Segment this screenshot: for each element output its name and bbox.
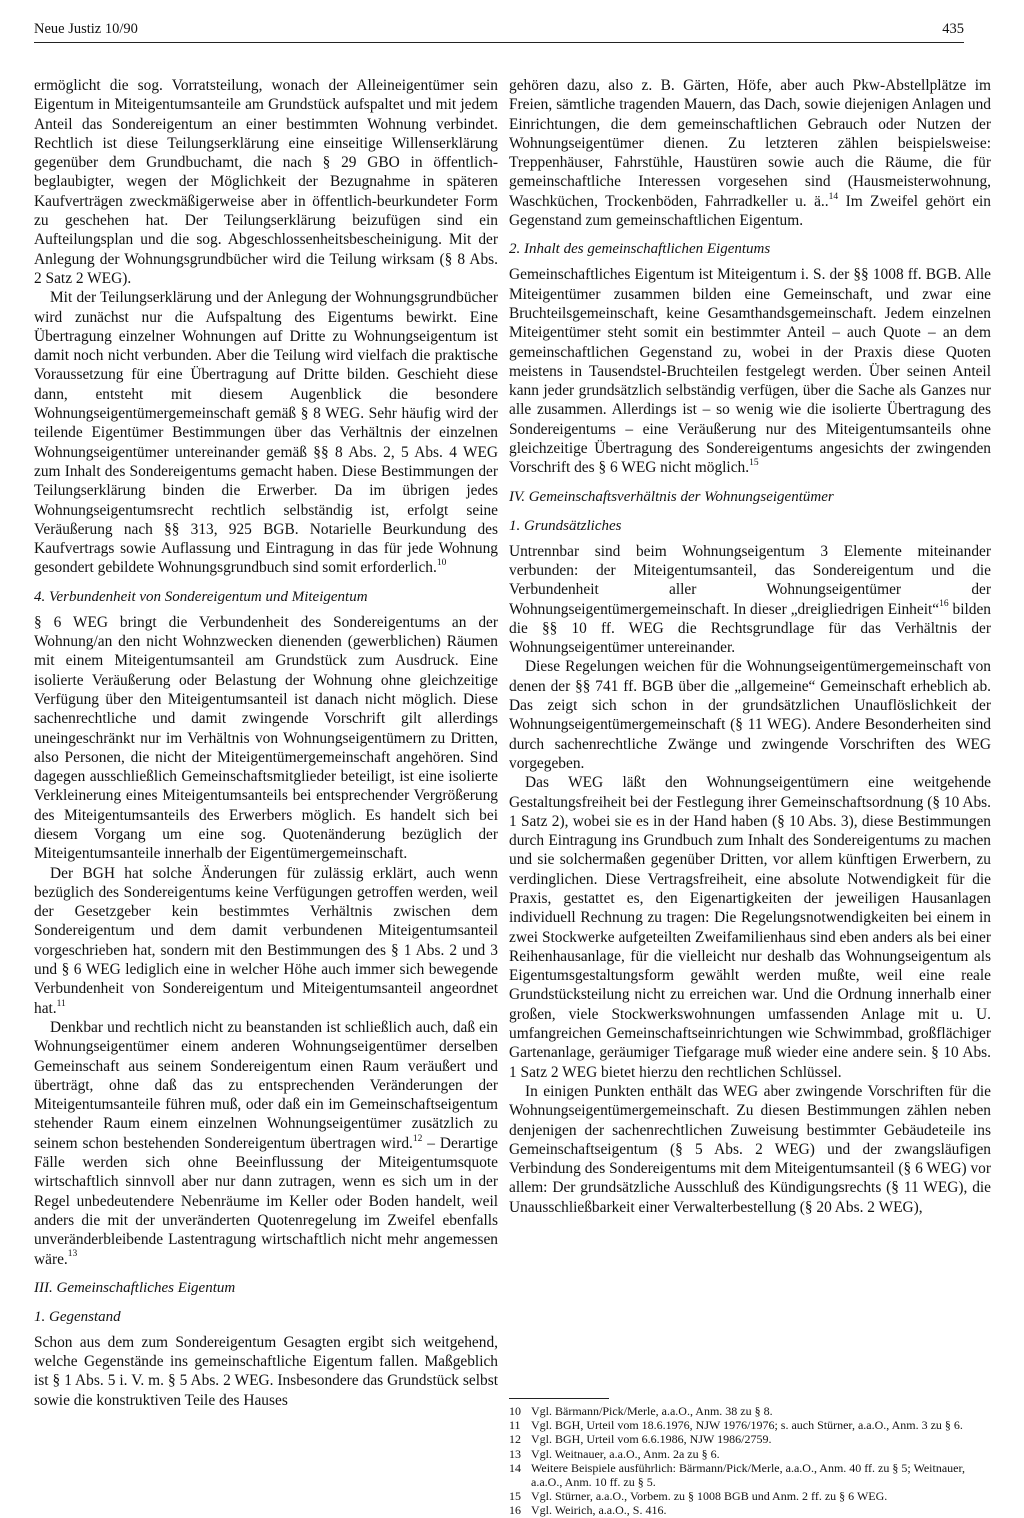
footnote: [509, 1404, 991, 1418]
section-heading: [509, 488, 991, 507]
footnote-ref: 14: [828, 191, 839, 202]
paragraph-text: Untrennbar sind beim Wohnungseigentum 3 Elemente miteinander verbunden: der Miteigentumsanteil, das Sondereigentum und die Verbundenheit aller Wohnungseigentümer der Wohnungseigentümergemeinschaft. In dieser „dreigliedrigen Einheit“: [509, 542, 991, 618]
section-heading-text: 1. Gegenstand: [34, 1308, 121, 1325]
footnote-text: Vgl. Weitnauer, a.a.O., Anm. 2a zu § 6.: [531, 1446, 720, 1461]
footnotes: [509, 1404, 991, 1518]
page-number: 435: [942, 21, 964, 37]
paragraph-text: Im Zweifel gehört ein Gegenstand zum gemeinschaftlichen Eigentum.: [509, 192, 991, 230]
paragraph-text: Der BGH hat solche Änderungen für zulässig erklärt, auch wenn bezüglich des Sondereigentums keine Verfügungen getroffen werden, weil der Gesetzgeber kein bestimmtes Verhältnis zwischen dem Sondereigentum und dem damit verbundenen Miteigentumsanteil vorgeschrieben hat, sondern mit den Bestimmungen des § 1 Abs. 2 und 3 und § 6 WEG lediglich eine in welcher Höhe auch immer sich bewegende Verbundenheit von Sondereigentum und Miteigentumsanteil angeordnet hat.: [34, 864, 498, 1017]
footnote-number: 10: [509, 1404, 521, 1418]
footnote-number: 15: [509, 1489, 521, 1504]
footnote-ref: 13: [67, 1249, 78, 1260]
footnote-ref: 11: [56, 998, 66, 1009]
paragraph: [34, 864, 498, 1018]
paragraph: [34, 613, 498, 864]
paragraph-text: In einigen Punkten enthält das WEG aber zwingende Vorschriften für die Wohnungseigentümergemeinschaft. Zu diesen Bestimmungen zählen neben denjenigen der sachenrechtlichen Zuweisung bestimmter Gebäudeteile ins Gemeinschaftseigentum (§ 5 Abs. 2 WEG) und der zwangsläufigen Verbindung des Sondereigentums mit dem Miteigentumsanteil (§ 6 WEG) vor allem: Der grundsätzliche Ausschluß des Kündigungsrechts (§ 11 WEG), die Unausschließbarkeit einer Verwalterbestellung (§ 20 Abs. 2 WEG),: [509, 1082, 991, 1216]
section-heading: [34, 1279, 498, 1298]
paragraph-text: § 6 WEG bringt die Verbundenheit des Sondereigentums an der Wohnung/an den nicht Wohnzwecken dienenden (gewerblichen) Räumen mit einem Miteigentumsanteil am Grundstück zum Ausdruck. Eine isolierte Veräußerung oder Belastung der Wohnung ohne gleichzeitige Verfügung über den Miteigentumsanteil ist danach nicht möglich. Diese sachenrechtliche und damit zwingende Vorschrift gilt allerdings uneingeschränkt nur im Verhältnis von Wohnungseigentümern zu Dritten, also Personen, die nicht der Miteigentümergemeinschaft angehören. Sind dagegen ausschließlich Gemeinschaftsmitglieder beteiligt, ist eine isolierte Verkleinerung eines Miteigentumsanteils bei entsprechender Vergrößerung des Miteigentumsanteils des Erwerbers möglich. Es handelt sich bei diesem Vorgang um eine sog. Quotenänderung bezüglich der Miteigentumsanteile innerhalb der Eigentümergemeinschaft.: [34, 613, 498, 863]
footnote: [509, 1447, 991, 1461]
paragraph: [509, 657, 991, 773]
section-heading-text: IV. Gemeinschaftsverhältnis der Wohnungseigentümer: [509, 488, 834, 505]
footnote-text: Weitere Beispiele ausführlich: Bärmann/Pick/Merle, a.a.O., Anm. 40 ff. zu § 5; Weitnauer, a.a.O., Anm. 10 ff. zu § 5.: [531, 1460, 966, 1490]
paragraph: [509, 773, 991, 1082]
paragraph: [509, 265, 991, 477]
journal-title: Neue Justiz 10/90: [34, 21, 138, 37]
section-heading: [509, 240, 991, 259]
section-heading: [34, 1308, 498, 1327]
paragraph-text: Mit der Teilungserklärung und der Anlegung der Wohnungsgrundbücher wird zunächst nur die Aufspaltung des Eigentums bewirkt. Eine Übertragung einzelner Wohnungen auf Dritte zu Wohnungseigentum ist damit noch nicht verbunden. Aber die Teilung wird vielfach die praktische Voraussetzung für eine Übertragung auf Dritte bilden. Geschieht diese dann, entsteht mit diesem Augenblick die besondere Wohnungseigentümergemeinschaft gemäß § 8 WEG. Sehr häufig wird der teilende Eigentümer Bestimmungen über das Verhältnis der einzelnen Wohnungseigentümer untereinander gemäß §§ 8 Abs. 2, 5 Abs. 4 WEG zum Inhalt des Sondereigentums gemacht haben. Diese Bestimmungen der Teilungserklärung binden die Erwerber. Da im übrigen jedes Wohnungseigentumsrecht rechtlich selbständig ist, erfolgt seine Veräußerung nach §§ 313, 925 BGB. Notarielle Beurkundung des Kaufvertrags sowie Auflassung und Eintragung in das für jede Wohnung gesondert gebildete Wohnungsgrundbuch sind somit erforderlich.: [34, 289, 498, 577]
section-heading: [509, 517, 991, 536]
paragraph-text: – Derartige Fälle werden sich ohne Beeinflussung der Miteigentumsquote wirtschaftlich sinnvoll aber nur dann zutragen, wenn es sich um in der Regel unbedeutendere Nebenräume im Keller oder Boden handelt, weil anders die mit der unveränderten Quotenregelung im Zweifel ebenfalls unveränderbleibende Lastentragung wirtschaftlich nicht mehr angemessen wäre.: [34, 1134, 499, 1268]
footnote: [509, 1461, 991, 1489]
footnote-ref: 12: [412, 1133, 423, 1144]
paragraph-text: Denkbar und rechtlich nicht zu beanstanden ist schließlich auch, daß ein Wohnungseigentümer einem anderen Wohnungseigentümer derselben Gemeinschaft aus seinem Sondereigentum einen Raum veräußert und überträgt, ohne daß das zu entsprechenden Veränderungen der Miteigentumsanteile führen muß, oder daß ein im Gemeinschaftseigentum stehender Raum einem einzelnen Wohnungseigentümer zusätzlich zu seinem schon bestehenden Sondereigentum übertragen wird.: [34, 1018, 498, 1152]
running-header: [34, 20, 964, 40]
footnote: [509, 1503, 991, 1517]
section-heading: [34, 588, 498, 607]
footnote-ref: 15: [749, 458, 759, 469]
paragraph-text: gehören dazu, also z. B. Gärten, Höfe, aber auch Pkw-Abstellplätze im Freien, sämtliche tragenden Mauern, das Dach, sowie diejenigen Anlagen und Einrichtungen, die dem gemeinschaftlichen Gebrauch oder Nutzen der Wohnungseigentümer dienen. Zu letzteren zählen beispielsweise: Treppenhäuser, Fahrstühle, Haustüren sowie auch die Räume, die für gemeinschaftliche Interessen vorgesehen sind (Hausmeisterwohnung, Waschküchen, Trockenböden, Fahrradkeller u. ä..: [509, 77, 991, 210]
section-heading-text: 1. Grundsätzliches: [509, 517, 622, 534]
section-heading-text: 4. Verbundenheit von Sondereigentum und Miteigentum: [34, 588, 368, 605]
section-heading-text: III. Gemeinschaftliches Eigentum: [34, 1279, 236, 1296]
footnote: [509, 1418, 991, 1432]
header-rule: [34, 42, 964, 43]
footnote: [509, 1489, 991, 1503]
paragraph: [34, 76, 498, 288]
footnote-text: Vgl. BGH, Urteil vom 18.6.1976, NJW 1976/1976; s. auch Stürner, a.a.O., Anm. 3 zu § 6.: [531, 1418, 963, 1433]
footnote-text: Vgl. Weirich, a.a.O., S. 416.: [531, 1503, 667, 1518]
left-column: [34, 76, 498, 1410]
paragraph: [509, 76, 991, 230]
footnote-number: 13: [509, 1446, 521, 1461]
paragraph: [509, 542, 991, 658]
right-column: [509, 76, 991, 1217]
footnote-number: 16: [509, 1503, 521, 1518]
footnote-text: Vgl. Bärmann/Pick/Merle, a.a.O., Anm. 38 zu § 8.: [531, 1404, 773, 1418]
footnote-ref: 10: [436, 558, 447, 569]
footnote-rule: [509, 1398, 609, 1399]
paragraph-text: Gemeinschaftliches Eigentum ist Miteigentum i. S. der §§ 1008 ff. BGB. Alle Miteigentümer zusammen bilden eine Gemeinschaft, und zwar eine Bruchteilsgemeinschaft, keine Gesamthandsgemeinschaft. Jedem einzelnen Miteigentümer steht somit ein bestimmter Anteil – auch Quote – an dem gemeinschaftlichen Gegenstand zu, wobei in der Praxis diese Quoten meistens in Tausendstel-Bruchteilen festgelegt werden. Über seinen Anteil kann jeder grundsätzlich selbständig verfügen, über die Sache als Ganzes nur alle zusammen. Allerdings ist – so wenig wie die isolierte Übertragung des Sondereigentums – eine Veräußerung nur des Miteigentumsanteils ohne gleichzeitige Übertragung des Sondereigentums angesichts der zwingenden Vorschrift des § 6 WEG nicht möglich.: [509, 266, 991, 477]
paragraph-text: Das WEG läßt den Wohnungseigentümern eine weitgehende Gestaltungsfreiheit bei der Festlegung ihrer Gemeinschaftsordnung (§ 10 Abs. 1 Satz 2), wobei sie es in der Hand haben (§ 10 Abs. 3), diese Bestimmungen durch Eintragung ins Grundbuch zum Inhalt des Sondereigentums zu machen und sie solchermaßen gegenüber Dritten, vor allem künftigen Erwerbern, zu verdinglichen. Diese Vertragsfreiheit, eine absolute Notwendigkeit für die Praxis, gestattet es, den Eigenartigkeiten der jeweiligen Hausanlagen individuell Rechnung zu tragen: Die Regelungsnotwendigkeiten bei einem in zwei Stockwerke aufgeteilten Zweifamilienhaus sind eben anders als bei einer Reihenhausanlage, für die vielleicht nur deshalb das Wohnungseigentum als Eigentumsgestaltungsform gewählt werden mußte, weil eine reale Grundstücksteilung nicht zu erreichen war. Und die Ordnung innerhalb einer großen, viele Stockwerkswohnungen umfassenden Anlage mit u. U. umfangreichen Gemeinschaftseinrichtungen wie Schwimmbad, großflächiger Gartenanlage, geräumiger Tiefgarage muß wieder eine andere sein. § 10 Abs. 1 Satz 2 WEG bietet hierzu den rechtlichen Schlüssel.: [509, 774, 991, 1081]
paragraph-text: ermöglicht die sog. Vorratsteilung, wonach der Alleineigentümer sein Eigentum in Miteigentumsanteile am Grundstück aufspaltet und mit jedem Anteil das Sondereigentum an einer bestimmten Wohnung verbindet. Rechtlich ist diese Teilungserklärung eine einseitige Willenserklärung gegenüber dem Grundbuchamt, die nach § 29 GBO in öffentlich-beglaubigter, wegen der Möglichkeit der Bezugnahme in späteren Kaufverträgen zweckmäßigerweise aber in öffentlich-beurkundeter Form zu geschehen hat. Der Teilungserklärung beizufügen sind ein Aufteilungsplan und die sog. Abgeschlossenheitsbescheinigung. Mit der Anlegung der Wohnungsgrundbücher wird die Teilung wirksam (§ 8 Abs. 2 Satz 2 WEG).: [34, 77, 498, 287]
section-heading-text: 2. Inhalt des gemeinschaftlichen Eigentums: [509, 241, 771, 258]
paragraph: [34, 1333, 498, 1410]
footnote: [509, 1432, 991, 1446]
footnote-number: 12: [509, 1432, 521, 1447]
footnote-ref: 16: [939, 599, 949, 610]
footnote-text: Vgl. BGH, Urteil vom 6.6.1986, NJW 1986/2759.: [531, 1432, 772, 1447]
footnote-number: 14: [509, 1460, 521, 1475]
paragraph-text: bilden die §§ 10 ff. WEG die Rechtsgrundlage für das Verhältnis der Wohnungseigentümer untereinander.: [509, 600, 991, 657]
footnote-number: 11: [509, 1418, 521, 1433]
paragraph: [509, 1082, 991, 1217]
paragraph-text: Schon aus dem zum Sondereigentum Gesagten ergibt sich weitgehend, welche Gegenstände ins gemeinschaftliche Eigentum fallen. Maßgeblich ist § 1 Abs. 5 i. V. m. § 5 Abs. 2 WEG. Insbesondere das Grundstück selbst sowie die konstruktiven Teile des Hauses: [34, 1333, 498, 1409]
paragraph: [34, 1018, 498, 1269]
paragraph-text: Diese Regelungen weichen für die Wohnungseigentümergemeinschaft von denen der §§ 741 ff. BGB über die „allgemeine“ Gemeinschaft erheblich ab. Das zeigt sich schon in der grundsätzlichen Unauflöslichkeit der Wohnungseigentümergemeinschaft (§ 11 WEG). Andere Besonderheiten sind durch sachenrechtliche Zwänge und zwingende Vorschriften des WEG vorgegeben.: [509, 658, 991, 772]
paragraph: [34, 288, 498, 577]
footnote-text: Vgl. Stürner, a.a.O., Vorbem. zu § 1008 BGB und Anm. 2 ff. zu § 6 WEG.: [531, 1489, 888, 1504]
